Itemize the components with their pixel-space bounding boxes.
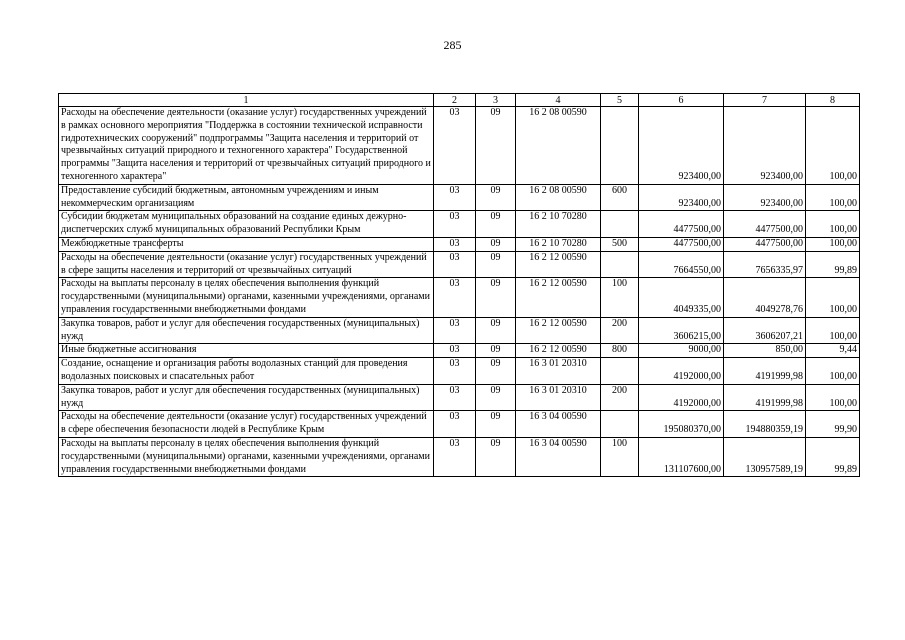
- row-target-article: 16 2 12 00590: [516, 278, 601, 317]
- row-section: 03: [434, 411, 476, 438]
- row-section: 03: [434, 384, 476, 411]
- row-percent: 99,89: [806, 251, 860, 278]
- row-name: Предоставление субсидий бюджетным, автономным учреждениям и иным некоммерческим организациям: [59, 184, 434, 211]
- row-planned-amount: 7664550,00: [639, 251, 724, 278]
- row-expense-type: 200: [601, 384, 639, 411]
- row-percent: 99,89: [806, 437, 860, 476]
- row-actual-amount: 130957589,19: [724, 437, 806, 476]
- row-subsection: 09: [476, 184, 516, 211]
- row-subsection: 09: [476, 278, 516, 317]
- row-section: 03: [434, 437, 476, 476]
- column-header: 8: [806, 94, 860, 107]
- row-name: Расходы на обеспечение деятельности (оказание услуг) государственных учреждений в рамках основного мероприятия "Поддержка в состоянии технической исправности гидротехнических сооружений" подпрограммы "Защита населения и территорий от чрезвычайных ситуаций природного и техногенного характера" Государственной программы "Защита населения и территорий от чрезвычайных ситуаций природного и техногенного характера": [59, 107, 434, 185]
- row-subsection: 09: [476, 107, 516, 185]
- row-subsection: 09: [476, 317, 516, 344]
- row-planned-amount: 4192000,00: [639, 358, 724, 385]
- column-header: 5: [601, 94, 639, 107]
- row-actual-amount: 4477500,00: [724, 237, 806, 251]
- row-expense-type: 500: [601, 237, 639, 251]
- row-percent: 100,00: [806, 107, 860, 185]
- row-section: 03: [434, 184, 476, 211]
- column-header: 1: [59, 94, 434, 107]
- row-actual-amount: 4191999,98: [724, 358, 806, 385]
- row-subsection: 09: [476, 237, 516, 251]
- row-actual-amount: 850,00: [724, 344, 806, 358]
- row-expense-type: [601, 211, 639, 238]
- row-target-article: 16 2 12 00590: [516, 344, 601, 358]
- row-planned-amount: 4477500,00: [639, 211, 724, 238]
- table-row: [59, 344, 860, 358]
- row-name: Закупка товаров, работ и услуг для обеспечения государственных (муниципальных) нужд: [59, 317, 434, 344]
- row-percent: 100,00: [806, 384, 860, 411]
- row-target-article: 16 2 10 70280: [516, 211, 601, 238]
- row-target-article: 16 2 08 00590: [516, 107, 601, 185]
- row-section: 03: [434, 344, 476, 358]
- row-name: Создание, оснащение и организация работы водолазных станций для проведения водолазных поисковых и спасательных работ: [59, 358, 434, 385]
- row-subsection: 09: [476, 437, 516, 476]
- row-section: 03: [434, 211, 476, 238]
- row-percent: 100,00: [806, 184, 860, 211]
- row-name: Закупка товаров, работ и услуг для обеспечения государственных (муниципальных) нужд: [59, 384, 434, 411]
- row-target-article: 16 3 04 00590: [516, 437, 601, 476]
- table-row: [59, 237, 860, 251]
- row-actual-amount: 4191999,98: [724, 384, 806, 411]
- row-expense-type: 200: [601, 317, 639, 344]
- row-subsection: 09: [476, 384, 516, 411]
- row-planned-amount: 3606215,00: [639, 317, 724, 344]
- row-target-article: 16 2 12 00590: [516, 317, 601, 344]
- row-section: 03: [434, 358, 476, 385]
- row-expense-type: 800: [601, 344, 639, 358]
- row-expense-type: [601, 251, 639, 278]
- row-planned-amount: 195080370,00: [639, 411, 724, 438]
- row-planned-amount: 4477500,00: [639, 237, 724, 251]
- row-subsection: 09: [476, 211, 516, 238]
- table-header-row: [59, 94, 860, 107]
- row-actual-amount: 923400,00: [724, 107, 806, 185]
- row-expense-type: [601, 411, 639, 438]
- row-percent: 99,90: [806, 411, 860, 438]
- row-name: Расходы на обеспечение деятельности (оказание услуг) государственных учреждений в сфере защиты населения и территорий от чрезвычайных ситуаций: [59, 251, 434, 278]
- table-row: [59, 184, 860, 211]
- table-row: [59, 411, 860, 438]
- row-section: 03: [434, 317, 476, 344]
- row-section: 03: [434, 278, 476, 317]
- row-percent: 100,00: [806, 211, 860, 238]
- row-percent: 100,00: [806, 317, 860, 344]
- row-expense-type: [601, 107, 639, 185]
- row-name: Расходы на обеспечение деятельности (оказание услуг) государственных учреждений в сфере обеспечения безопасности людей в Республике Крым: [59, 411, 434, 438]
- row-planned-amount: 131107600,00: [639, 437, 724, 476]
- row-planned-amount: 923400,00: [639, 184, 724, 211]
- row-percent: 100,00: [806, 278, 860, 317]
- row-target-article: 16 3 01 20310: [516, 384, 601, 411]
- row-actual-amount: 7656335,97: [724, 251, 806, 278]
- table-row: [59, 211, 860, 238]
- row-expense-type: 100: [601, 437, 639, 476]
- row-planned-amount: 9000,00: [639, 344, 724, 358]
- row-actual-amount: 923400,00: [724, 184, 806, 211]
- row-target-article: 16 3 01 20310: [516, 358, 601, 385]
- table-row: [59, 317, 860, 344]
- table-row: [59, 437, 860, 476]
- page-number: 285: [443, 38, 462, 52]
- row-expense-type: 100: [601, 278, 639, 317]
- row-actual-amount: 4049278,76: [724, 278, 806, 317]
- column-header: 6: [639, 94, 724, 107]
- budget-table: [58, 93, 860, 477]
- row-section: 03: [434, 107, 476, 185]
- row-subsection: 09: [476, 411, 516, 438]
- row-actual-amount: 194880359,19: [724, 411, 806, 438]
- row-percent: 100,00: [806, 358, 860, 385]
- table-row: [59, 384, 860, 411]
- table-row: [59, 107, 860, 185]
- row-actual-amount: 4477500,00: [724, 211, 806, 238]
- row-name: Расходы на выплаты персоналу в целях обеспечения выполнения функций государственными (муниципальными) органами, казенными учреждениями, органами управления государственными внебюджетными фондами: [59, 437, 434, 476]
- row-subsection: 09: [476, 251, 516, 278]
- row-percent: 9,44: [806, 344, 860, 358]
- table-row: [59, 358, 860, 385]
- column-header: 7: [724, 94, 806, 107]
- column-header: 3: [476, 94, 516, 107]
- row-planned-amount: 4049335,00: [639, 278, 724, 317]
- row-name: Иные бюджетные ассигнования: [59, 344, 434, 358]
- row-planned-amount: 923400,00: [639, 107, 724, 185]
- column-header: 2: [434, 94, 476, 107]
- table-row: [59, 278, 860, 317]
- table-row: [59, 251, 860, 278]
- column-header: 4: [516, 94, 601, 107]
- row-name: Межбюджетные трансферты: [59, 237, 434, 251]
- row-target-article: 16 2 10 70280: [516, 237, 601, 251]
- row-percent: 100,00: [806, 237, 860, 251]
- row-actual-amount: 3606207,21: [724, 317, 806, 344]
- row-name: Субсидии бюджетам муниципальных образований на создание единых дежурно-диспетчерских служб муниципальных образований Республики Крым: [59, 211, 434, 238]
- row-planned-amount: 4192000,00: [639, 384, 724, 411]
- row-name: Расходы на выплаты персоналу в целях обеспечения выполнения функций государственными (муниципальными) органами, казенными учреждениями, органами управления государственными внебюджетными фондами: [59, 278, 434, 317]
- row-subsection: 09: [476, 358, 516, 385]
- row-target-article: 16 2 08 00590: [516, 184, 601, 211]
- row-section: 03: [434, 237, 476, 251]
- row-target-article: 16 2 12 00590: [516, 251, 601, 278]
- row-expense-type: 600: [601, 184, 639, 211]
- row-expense-type: [601, 358, 639, 385]
- row-target-article: 16 3 04 00590: [516, 411, 601, 438]
- row-subsection: 09: [476, 344, 516, 358]
- row-section: 03: [434, 251, 476, 278]
